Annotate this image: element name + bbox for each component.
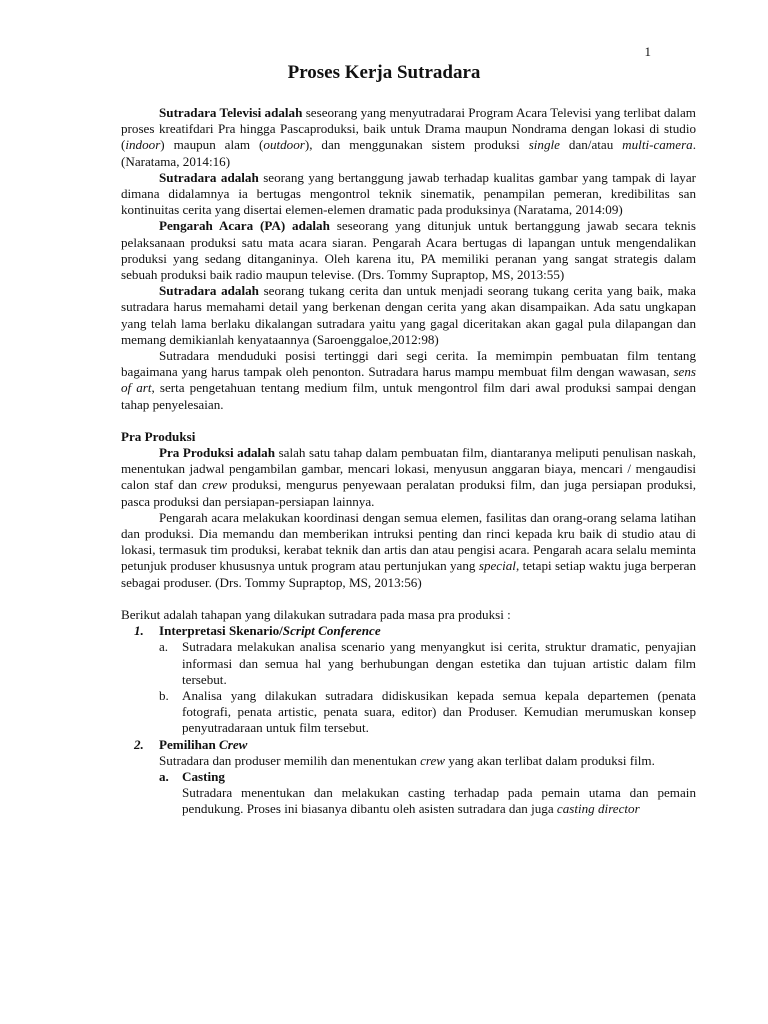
list-number: 1. bbox=[134, 623, 144, 639]
paragraph-sutradara-position: Sutradara menduduki posisi tertinggi dari segi cerita. Ia memimpin pembuatan film tentang bagaimana yang harus tampak oleh penonton. Sutradara harus mampu membuat film dengan wawasan, sens of art, serta pengetahuan tentang medium film, untuk mengontrol film dari awal produksi sampai dengan tahap penyelesaian. bbox=[121, 348, 696, 412]
paragraph-pra-produksi: Pra Produksi adalah salah satu tahap dalam pembuatan film, diantaranya meliputi penulisan naskah, menentukan jadwal pengambilan gambar, mencari lokasi, menyusun anggaran biaya, mencari / mengaudisi calon staf dan crew produksi, mengurus penyewaan peralatan produksi film, dan juga persiapan produksi, pasca produksi dan persiapan-persiapan lainnya. bbox=[121, 445, 696, 509]
sub-item-label: a. bbox=[159, 639, 169, 655]
paragraph-pengarah-koordinasi: Pengarah acara melakukan koordinasi dengan semua elemen, fasilitas dan orang-orang selama latihan dan produksi. Dia memandu dan memberikan intruksi penting dan rinci kepada kru baik di studio atau di lokasi, termasuk tim produksi, kerabat teknik dan artis dan atau pengisi acara. Pengarah acara selalu meminta petunjuk produser khususnya untuk program atau pertunjukan yang special, tetapi setiap waktu juga berperan sebagai produser. (Drs. Tommy Supraptop, MS, 2013:56) bbox=[121, 509, 697, 590]
document-body bbox=[121, 105, 696, 818]
section-heading-pra-produksi: Pra Produksi bbox=[121, 428, 196, 444]
paragraph-casting: Sutradara menentukan dan melakukan casting terhadap pada pemain utama dan pemain pendukung. Proses ini biasanya dibantu oleh asisten sutradara dan juga casting director bbox=[182, 785, 696, 817]
spacer bbox=[121, 591, 696, 607]
sub-item-analisa-scenario: a. Sutradara melakukan analisa scenario yang menyangkut isi cerita, struktur dramatic, penyajian informasi dan semua hal yang berhubungan dengan estetika dan tujuan artistic dalam film tersebut. bbox=[159, 639, 696, 687]
list-item-pemilihan-crew: 2. Pemilihan Crew bbox=[134, 736, 248, 752]
list-item-interpretasi: 1. Interpretasi Skenario/Script Conference bbox=[134, 623, 381, 639]
spacer bbox=[121, 413, 696, 429]
paragraph-pemilihan-crew: Sutradara dan produser memilih dan menentukan crew yang akan terlibat dalam produksi film. bbox=[159, 752, 655, 768]
paragraph-sutradara-definition: Sutradara adalah seorang yang bertanggung jawab terhadap kualitas gambar yang tampak di layar dimana didalamnya ia bertugas mengontrol teknik sinematik, penampilan pemeran, kredibilitas san kontinuitas cerita yang disertai elemen-elemen dramatic pada produksinya (Naratama, 2014:09) bbox=[121, 169, 696, 218]
sub-item-diskusi-departemen: b. Analisa yang dilakukan sutradara didiskusikan kepada semua kepala departemen (penata fotografi, penata artistic, penata suara, editor) dan Produser. Kemudian merumuskan konsep penyutradaraan untuk film tersebut. bbox=[159, 687, 696, 736]
paragraph-sutradara-televisi: Sutradara Televisi adalah seseorang yang menyutradarai Program Acara Televisi yang terlibat dalam proses kreatifdari Pra hingga Pascaproduksi, baik untuk Drama maupun Nondrama dengan lokasi di studio (indoor) maupun alam (outdoor), dan menggunakan sistem produksi single dan/atau multi-camera. (Naratama, 2014:16) bbox=[121, 105, 696, 169]
sub-item-label: a. bbox=[159, 768, 169, 784]
stages-intro: Berikut adalah tahapan yang dilakukan sutradara pada masa pra produksi : bbox=[121, 606, 511, 622]
list-number: 2. bbox=[134, 736, 144, 752]
paragraph-sutradara-storyteller: Sutradara adalah seorang tukang cerita dan untuk menjadi seorang tukang cerita yang baik, maka sutradara harus memahami detail yang berkenan dengan cerita yang akan disampaikan. Ada satu ungkapan yang telah lama berlaku dikalangan sutradara yaitu yang gagal diceritakan akan gagal pula dilapangan dan memang demikianlah kenyataannya (Saroenggaloe,2012:98) bbox=[121, 283, 696, 347]
sub-item-casting: a. Casting bbox=[159, 768, 225, 784]
sub-item-label: b. bbox=[159, 687, 169, 703]
paragraph-pengarah-acara: Pengarah Acara (PA) adalah seseorang yang ditunjuk untuk bertanggung jawab secara teknis pelaksanaan produksi satu mata acara siaran. Pengarah Acara bertugas di lapangan untuk mengendalikan produksi yang sedang ditanganinya. Oleh karena itu, PA memiliki peranan yang sangat strategis dalam sebuah produksi baik radio maupun televise. (Drs. Tommy Supraptop, MS, 2013:55) bbox=[121, 218, 696, 283]
page-number: 1 bbox=[644, 44, 651, 59]
page-title: Proses Kerja Sutradara bbox=[287, 62, 481, 83]
